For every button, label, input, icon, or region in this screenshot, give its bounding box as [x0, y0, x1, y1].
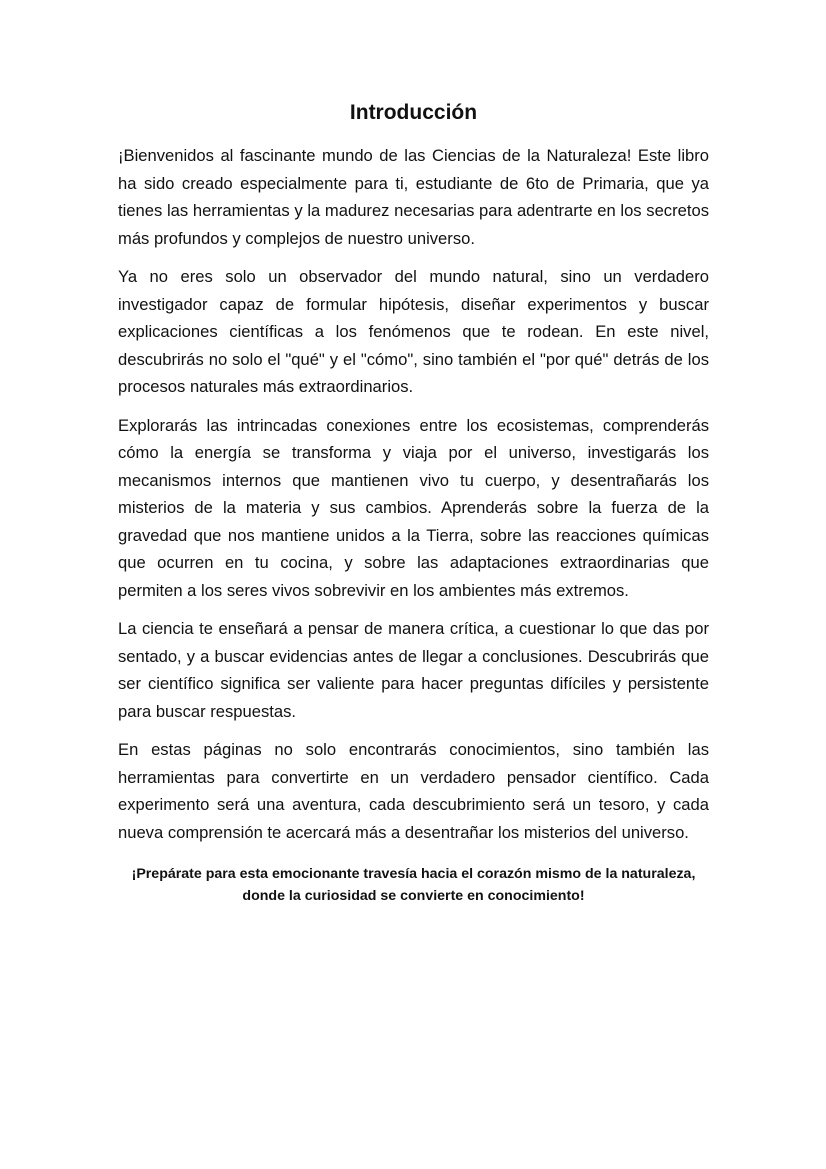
page-title: Introducción: [349, 101, 478, 124]
paragraph-critical-thinking: La ciencia te enseñará a pensar de manera crítica, a cuestionar lo que das por sentado, y a buscar evidencias antes de llegar a conclusiones. Descubrirás que ser científico significa ser valiente para hacer preguntas difíciles y persistente para buscar respuestas.: [118, 619, 709, 721]
paragraph-pages: En estas páginas no solo encontrarás conocimientos, sino también las herramientas para convertirte en un verdadero pensador científico. Cada experimento será una aventura, cada descubrimiento será un tesoro, y cada nueva comprensión te acercará más a desentrañar los misterios del universo.: [118, 740, 709, 842]
paragraph-investigator: Ya no eres solo un observador del mundo natural, sino un verdadero investigador capaz de formular hipótesis, diseñar experimentos y buscar explicaciones científicas a los fenómenos que te rodean. En este nivel, descubrirás no solo el "qué" y el "cómo", sino también el "por qué" detrás de los procesos naturales más extraordinarios.: [118, 267, 709, 396]
paragraph-exploration: Explorarás las intrincadas conexiones entre los ecosistemas, comprenderás cómo la energía se transforma y viaja por el universo, investigarás los mecanismos internos que mantienen vivo tu cuerpo, y desentrañarás los misterios de la materia y sus cambios. Aprenderás sobre la fuerza de la gravedad que nos mantiene unidos a la Tierra, sobre las reacciones químicas que ocurren en tu cocina, y sobre las adaptaciones extraordinarias que permiten a los seres vivos sobrevivir en los ambientes más extremos.: [118, 415, 709, 600]
closing-line-1: ¡Prepárate para esta emocionante travesía hacia el corazón mismo de la naturaleza,: [131, 866, 696, 882]
closing-message: [118, 863, 709, 907]
document-page: [118, 96, 709, 907]
paragraph-welcome: ¡Bienvenidos al fascinante mundo de las Ciencias de la Naturaleza! Este libro ha sido creado especialmente para ti, estudiante de 6to de Primaria, que ya tienes las herramientas y la madurez necesarias para adentrarte en los secretos más profundos y complejos de nuestro universo.: [118, 146, 709, 248]
closing-line-2: donde la curiosidad se convierte en conocimiento!: [242, 888, 585, 904]
